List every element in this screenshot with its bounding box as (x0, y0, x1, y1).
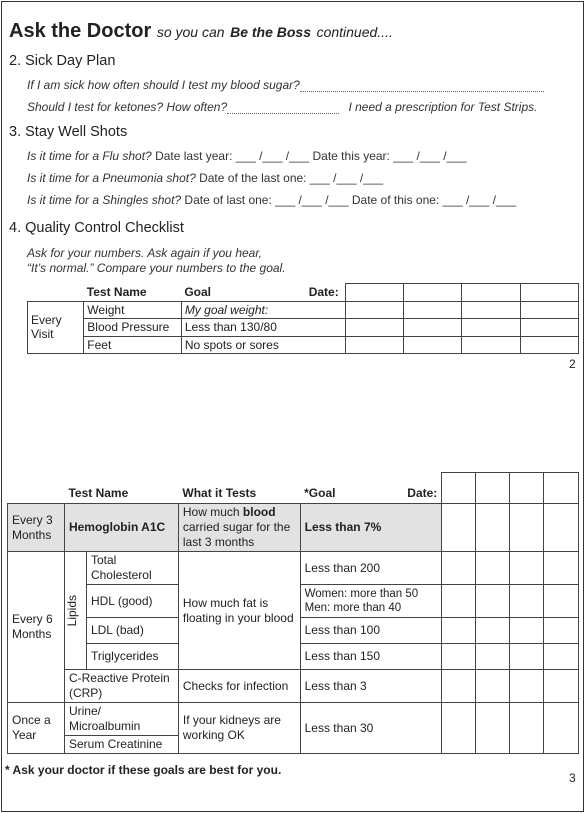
lab-goal: Less than 3 (300, 670, 442, 703)
result-cell[interactable] (404, 336, 462, 354)
lab-test-name: C-Reactive Protein (CRP) (64, 670, 178, 703)
freq-every-6-months: Every 6 Months (8, 552, 65, 703)
date-cell[interactable] (544, 473, 579, 504)
sick-day-question-testing: If I am sick how often should I test my blood sugar? (27, 78, 544, 92)
date-cell[interactable] (404, 284, 462, 302)
lab-goal: Less than 200 (300, 552, 442, 585)
result-cell[interactable] (442, 585, 476, 618)
result-cell[interactable] (345, 319, 403, 337)
lab-what: How much fat is floating in your blood (178, 552, 300, 670)
qc-intro-2: “It’s normal.” Compare your numbers to the goal. (27, 261, 286, 275)
table-row (8, 670, 579, 703)
result-cell[interactable] (544, 585, 579, 618)
qc-col-test: Test Name (86, 285, 147, 299)
lab-goal: Less than 100 (300, 618, 442, 644)
lab-goal: Less than 150 (300, 644, 442, 670)
qc-goal: Less than 130/80 (181, 319, 345, 337)
result-cell[interactable] (476, 618, 510, 644)
result-cell[interactable] (510, 585, 544, 618)
date-cell[interactable] (345, 284, 403, 302)
table-row (8, 504, 579, 552)
result-cell[interactable] (510, 504, 544, 552)
lab-header-row (8, 473, 579, 504)
quality-control-table (27, 283, 579, 354)
result-cell[interactable] (544, 703, 579, 754)
result-cell[interactable] (510, 618, 544, 644)
result-cell[interactable] (476, 504, 510, 552)
result-cell[interactable] (404, 301, 462, 319)
lab-what: How much blood carried sugar for the last 3 months (178, 504, 300, 552)
qc-header-row (28, 284, 579, 302)
page-number: 3 (569, 771, 576, 785)
qc-heading: 4. Quality Control Checklist (9, 220, 184, 236)
qc-test-name: Weight (84, 301, 182, 319)
freq-once-a-year: Once a Year (8, 703, 65, 754)
lab-test-name: Serum Creatinine (64, 736, 178, 754)
result-cell[interactable] (544, 618, 579, 644)
result-cell[interactable] (520, 336, 578, 354)
result-cell[interactable] (476, 670, 510, 703)
result-cell[interactable] (544, 644, 579, 670)
lab-test-name: Urine/ Microalbumin (64, 703, 178, 736)
result-cell[interactable] (442, 504, 476, 552)
result-cell[interactable] (510, 552, 544, 585)
lab-goal: Women: more than 50 Men: more than 40 (300, 585, 442, 618)
qc-col-goal: Goal Date: (184, 285, 339, 299)
result-cell[interactable] (476, 644, 510, 670)
result-cell[interactable] (442, 703, 476, 754)
result-cell[interactable] (476, 585, 510, 618)
result-cell[interactable] (462, 301, 520, 319)
lab-what: Checks for infection (178, 670, 300, 703)
flu-shot-line: Is it time for a Flu shot? Date last year: ___ /___ /___ Date this year: ___ /___ /___ (27, 149, 467, 163)
result-cell[interactable] (442, 618, 476, 644)
shots-heading: 3. Stay Well Shots (9, 124, 128, 140)
lab-test-name: Triglycerides (86, 644, 178, 670)
date-cell[interactable] (462, 284, 520, 302)
qc-goal: No spots or sores (181, 336, 345, 354)
result-cell[interactable] (544, 504, 579, 552)
result-cell[interactable] (520, 319, 578, 337)
footnote: * Ask your doctor if these goals are best for you. (5, 763, 282, 777)
lipids-label: Lipids (64, 552, 86, 670)
lab-test-name: Hemoglobin A1C (64, 504, 178, 552)
sick-day-heading: 2. Sick Day Plan (9, 53, 116, 69)
result-cell[interactable] (544, 552, 579, 585)
result-cell[interactable] (442, 552, 476, 585)
result-cell[interactable] (510, 670, 544, 703)
table-row (28, 319, 579, 337)
result-cell[interactable] (442, 644, 476, 670)
result-cell[interactable] (544, 670, 579, 703)
lab-test-name: HDL (good) (86, 585, 178, 618)
sick-day-question-ketones: Should I test for ketones? How often? I need a prescription for Test Strips. (27, 100, 538, 114)
result-cell[interactable] (476, 552, 510, 585)
result-cell[interactable] (476, 703, 510, 754)
qc-goal: My goal weight: (181, 301, 345, 319)
lab-what: If your kidneys are working OK (178, 703, 300, 754)
lab-test-name: Total Cholesterol (86, 552, 178, 585)
result-cell[interactable] (462, 336, 520, 354)
date-cell[interactable] (476, 473, 510, 504)
qc-intro-1: Ask for your numbers. Ask again if you hear, (27, 246, 263, 260)
result-cell[interactable] (510, 644, 544, 670)
lab-col-goal: *Goal Date: (304, 486, 438, 500)
lab-col-test: Test Name (68, 486, 129, 500)
table-row (8, 552, 579, 585)
lab-tests-table (7, 472, 579, 754)
result-cell[interactable] (462, 319, 520, 337)
freq-every-3-months: Every 3 Months (8, 504, 65, 552)
result-cell[interactable] (520, 301, 578, 319)
qc-test-name: Blood Pressure (84, 319, 182, 337)
date-cell[interactable] (520, 284, 578, 302)
freq-every-visit: Every Visit (28, 301, 84, 354)
result-cell[interactable] (404, 319, 462, 337)
table-row (28, 336, 579, 354)
shingles-shot-line: Is it time for a Shingles shot? Date of last one: ___ /___ /___ Date of this one: ___ /___ /___ (27, 193, 516, 207)
qc-test-name: Feet (84, 336, 182, 354)
date-cell[interactable] (442, 473, 476, 504)
date-cell[interactable] (510, 473, 544, 504)
result-cell[interactable] (345, 301, 403, 319)
table-row (8, 703, 579, 736)
page-title: Ask the Doctor so you can Be the Boss continued.... (9, 20, 393, 42)
pneumonia-shot-line: Is it time for a Pneumonia shot? Date of the last one: ___ /___ /___ (27, 171, 384, 185)
lab-test-name: LDL (bad) (86, 618, 178, 644)
lab-col-what: What it Tests (182, 486, 257, 500)
result-cell[interactable] (345, 336, 403, 354)
table-row (28, 301, 579, 319)
lab-goal: Less than 30 (300, 703, 442, 754)
lab-goal: Less than 7% (300, 504, 442, 552)
result-cell[interactable] (510, 703, 544, 754)
page-number: 2 (569, 357, 576, 371)
result-cell[interactable] (442, 670, 476, 703)
